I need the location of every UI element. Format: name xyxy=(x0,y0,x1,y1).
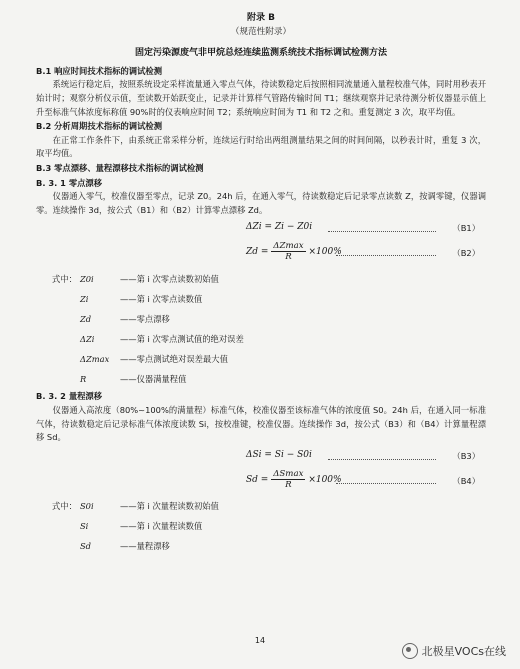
definition-symbol: R xyxy=(80,373,87,384)
definition-text: ——零点测试绝对误差最大值 xyxy=(120,353,228,364)
equation-b3-leader xyxy=(328,459,436,460)
section-b2-heading: B.2 分析周期技术指标的调试检测 xyxy=(36,121,162,132)
definitions-list-1 xyxy=(52,269,486,389)
normative-label: （规范性附录） xyxy=(230,26,292,37)
definition-text: ——第 i 次零点读数初始值 xyxy=(120,273,219,284)
equation-b2-number: （B2） xyxy=(452,248,480,259)
definition-text: ——零点漂移 xyxy=(120,313,170,324)
equation-b2 xyxy=(36,239,486,269)
equation-b4-rhs: ×100% xyxy=(308,474,342,485)
definition-lead: 式中： xyxy=(52,500,77,511)
equation-b4-expression xyxy=(246,469,342,490)
section-b1-paragraph: 系统运行稳定后，按照系统设定采样流量通入零点气体，待读数稳定后按照相同流量通入量程校准气体，同时用秒表开始计时；观察分析仪示值，至读数开始跃变止，记录并计算样气管路传输时间 T1；继续观察并记录待测分析仪器显示值上升至标准气体浓度标称值 90%时的仪表响应时间 T2；系统响应时间为 T1 和 T2 之和。重复测定 3 次，取平均值。 xyxy=(36,79,486,117)
equation-b4-numerator: ΔSmax xyxy=(273,468,304,479)
definition-symbol: ΔZi xyxy=(80,333,95,344)
section-b3-heading: B.3 零点漂移、量程漂移技术指标的调试检测 xyxy=(36,162,204,173)
equation-b4-denominator: R xyxy=(285,479,292,490)
equation-b2-fraction xyxy=(271,241,305,262)
definition-symbol: Si xyxy=(80,520,89,531)
definition-item xyxy=(52,497,486,517)
definition-text: ——仪器满量程值 xyxy=(120,373,187,384)
equation-b2-lhs: Zd = xyxy=(246,247,269,258)
watermark-text: 北极星VOCs在线 xyxy=(421,645,506,658)
definition-item xyxy=(52,329,486,349)
definition-lead: 式中： xyxy=(52,273,77,284)
definition-symbol: ΔZmax xyxy=(80,353,110,364)
equation-b1-number: （B1） xyxy=(452,223,480,234)
equation-b3 xyxy=(36,445,486,467)
section-b1-heading: B.1 响应时间技术指标的调试检测 xyxy=(36,65,162,76)
definition-text: ——第 i 次零点测试值的绝对误差 xyxy=(120,333,244,344)
section-b31-paragraph: 仪器通入零气，校准仪器至零点，记录 Z0。24h 后，在通入零气，待读数稳定后记录零点读数 Z，按调零键，仪器调零。连续操作 3d，按公式（B1）和（B2）计算零点漂移 Zd。 xyxy=(36,191,486,215)
equation-b4-number: （B4） xyxy=(452,475,480,486)
equation-b4-leader xyxy=(336,483,436,484)
definition-symbol: Sd xyxy=(80,540,91,551)
equation-b3-expression: ΔSi = Si − S0i xyxy=(246,449,312,460)
definition-symbol: Zi xyxy=(80,293,89,304)
definition-symbol: Z0i xyxy=(80,273,94,284)
definition-item xyxy=(52,517,486,537)
appendix-label: 附录 B xyxy=(247,13,275,23)
section-b32-heading: B. 3. 2 量程漂移 xyxy=(36,391,103,402)
definition-item xyxy=(52,537,486,557)
definition-symbol: S0i xyxy=(80,500,94,511)
definition-item xyxy=(52,349,486,369)
wechat-icon xyxy=(402,643,418,659)
definition-text: ——第 i 次量程读数初始值 xyxy=(120,500,219,511)
definitions-list-2 xyxy=(52,497,486,557)
page-number: 14 xyxy=(254,636,266,645)
section-b2-paragraph: 在正常工作条件下，由系统正常采样分析，连续运行时给出两组测量结果之间的时间间隔，以秒表计时，重复 3 次，取平均值。 xyxy=(36,134,486,159)
equation-b2-denominator: R xyxy=(285,252,292,263)
watermark xyxy=(402,643,506,659)
equation-b1-leader xyxy=(328,231,436,232)
definition-item xyxy=(52,269,486,289)
definition-item xyxy=(52,289,486,309)
definition-text: ——第 i 次量程读数值 xyxy=(120,520,203,531)
equation-b1-expression: ΔZi = Zi − Z0i xyxy=(246,222,313,233)
section-b32-paragraph: 仪器通入高浓度（80%~100%的满量程）标准气体，校准仪器至该标准气体的浓度值 S0。24h 后，在通入同一标准气体，待读数稳定后记录标准气体浓度读数 Si，按校准键，校准仪器。连续操作 3d，按公式（B3）和（B4）计算量程漂移 Sd。 xyxy=(36,404,486,443)
section-b31-heading: B. 3. 1 零点漂移 xyxy=(36,177,103,188)
definition-item xyxy=(52,369,486,389)
equation-b4-fraction xyxy=(271,469,305,490)
equation-b2-numerator: ΔZmax xyxy=(273,241,304,252)
equation-b4-lhs: Sd = xyxy=(246,474,269,485)
equation-b2-expression xyxy=(246,241,342,262)
equation-b3-number: （B3） xyxy=(452,450,480,461)
definition-item xyxy=(52,309,486,329)
equation-b1 xyxy=(36,217,486,239)
definition-text: ——量程漂移 xyxy=(120,540,170,551)
document-title: 固定污染源废气非甲烷总烃连续监测系统技术指标调试检测方法 xyxy=(134,48,387,59)
definition-symbol: Zd xyxy=(80,313,92,324)
equation-b2-leader xyxy=(336,255,436,256)
definition-text: ——第 i 次零点读数值 xyxy=(120,293,203,304)
equation-b4 xyxy=(36,467,486,497)
equation-b2-rhs: ×100% xyxy=(308,247,342,258)
